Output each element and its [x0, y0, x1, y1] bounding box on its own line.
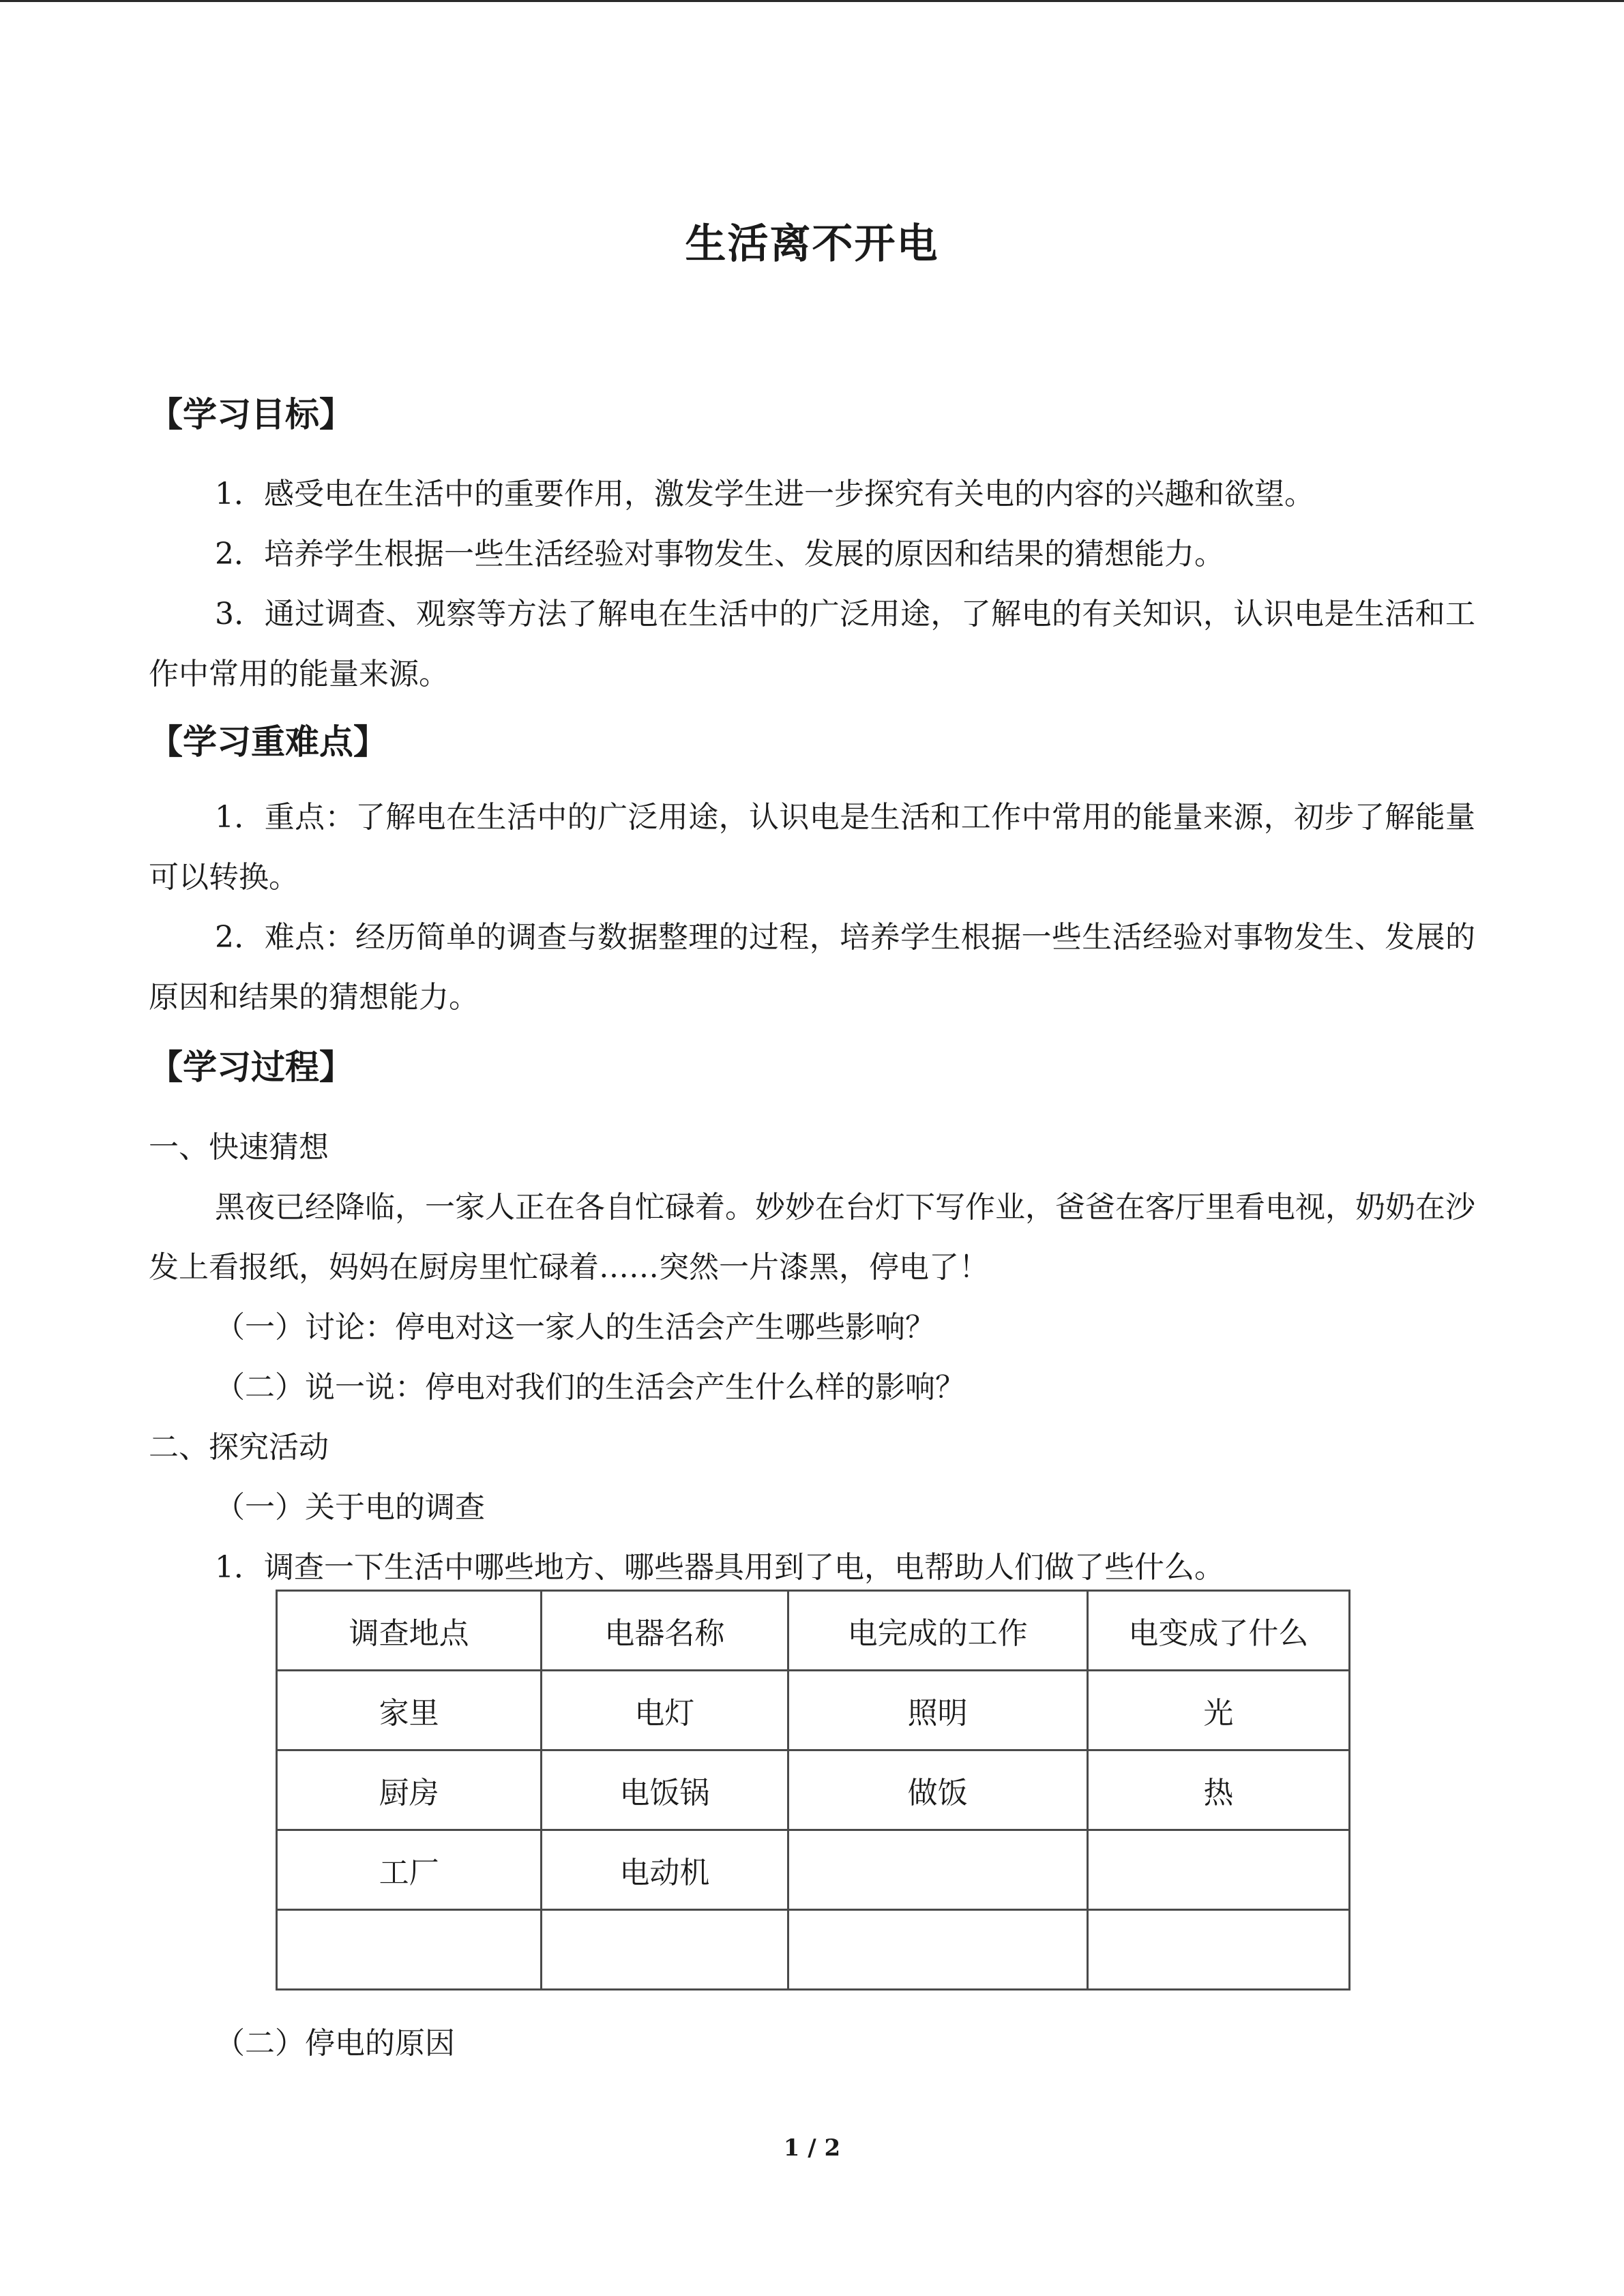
objective-item-2: 2．培养学生根据一些生活经验对事物发生、发展的原因和结果的猜想能力。	[215, 537, 1224, 571]
table-row	[277, 1750, 1350, 1830]
table-cell	[788, 1830, 1087, 1910]
key-point-item-1: 1．重点：了解电在生活中的广泛用途，认识电是生活和工作中常用的能量来源，初步了解能量可以转换。	[149, 800, 1475, 895]
part2-subtitle-outage-cause: （二）停电的原因	[215, 2026, 455, 2061]
table-cell: 光	[1087, 1671, 1349, 1750]
table-cell	[788, 1910, 1087, 1990]
table-cell: 照明	[788, 1671, 1087, 1750]
table-header-cell: 调查地点	[277, 1591, 542, 1671]
key-point-item-2: 2．难点：经历简单的调查与数据整理的过程，培养学生根据一些生活经验对事物发生、发展的原因和结果的猜想能力。	[149, 920, 1475, 1015]
part1-paragraph: 黑夜已经降临，一家人正在各自忙碌着。妙妙在台灯下写作业，爸爸在客厅里看电视，奶奶在沙发上看报纸，妈妈在厨房里忙碌着……突然一片漆黑，停电了！	[149, 1190, 1475, 1285]
section-heading-objectives: 【学习目标】	[149, 395, 353, 434]
part2-subtitle-survey: （一）关于电的调查	[215, 1490, 485, 1525]
table-cell: 热	[1087, 1750, 1349, 1830]
table-cell: 工厂	[277, 1830, 542, 1910]
part1-title: 一、快速猜想	[149, 1130, 329, 1165]
section-heading-key-points: 【学习重难点】	[149, 722, 387, 762]
table-row	[277, 1830, 1350, 1910]
table-cell	[1087, 1910, 1349, 1990]
part2-survey-instruction: 1．调查一下生活中哪些地方、哪些器具用到了电，电帮助人们做了些什么。	[215, 1550, 1224, 1585]
part2-title: 二、探究活动	[149, 1430, 329, 1465]
survey-table	[276, 1590, 1350, 1991]
table-cell: 电动机	[542, 1830, 788, 1910]
table-cell: 厨房	[277, 1750, 542, 1830]
table-cell: 家里	[277, 1671, 542, 1750]
table-row	[277, 1671, 1350, 1750]
table-header-cell: 电变成了什么	[1087, 1591, 1349, 1671]
objective-item-3: 3．通过调查、观察等方法了解电在生活中的广泛用途，了解电的有关知识，认识电是生活和工作中常用的能量来源。	[149, 597, 1475, 691]
table-cell: 做饭	[788, 1750, 1087, 1830]
objective-item-1: 1．感受电在生活中的重要作用，激发学生进一步探究有关电的内容的兴趣和欲望。	[215, 477, 1314, 511]
part1-question-2: （二）说一说：停电对我们的生活会产生什么样的影响？	[215, 1370, 965, 1405]
table-header-row	[277, 1591, 1350, 1671]
table-cell	[542, 1910, 788, 1990]
page-number: 1 / 2	[783, 2134, 841, 2162]
table-cell	[1087, 1830, 1349, 1910]
document-title: 生活离不开电	[685, 220, 939, 268]
table-cell	[277, 1910, 542, 1990]
table-header-cell: 电完成的工作	[788, 1591, 1087, 1671]
part1-question-1: （一）讨论：停电对这一家人的生活会产生哪些影响？	[215, 1310, 935, 1345]
table-row	[277, 1910, 1350, 1990]
table-header-cell: 电器名称	[542, 1591, 788, 1671]
table-cell: 电灯	[542, 1671, 788, 1750]
section-heading-process: 【学习过程】	[149, 1047, 353, 1087]
table-cell: 电饭锅	[542, 1750, 788, 1830]
